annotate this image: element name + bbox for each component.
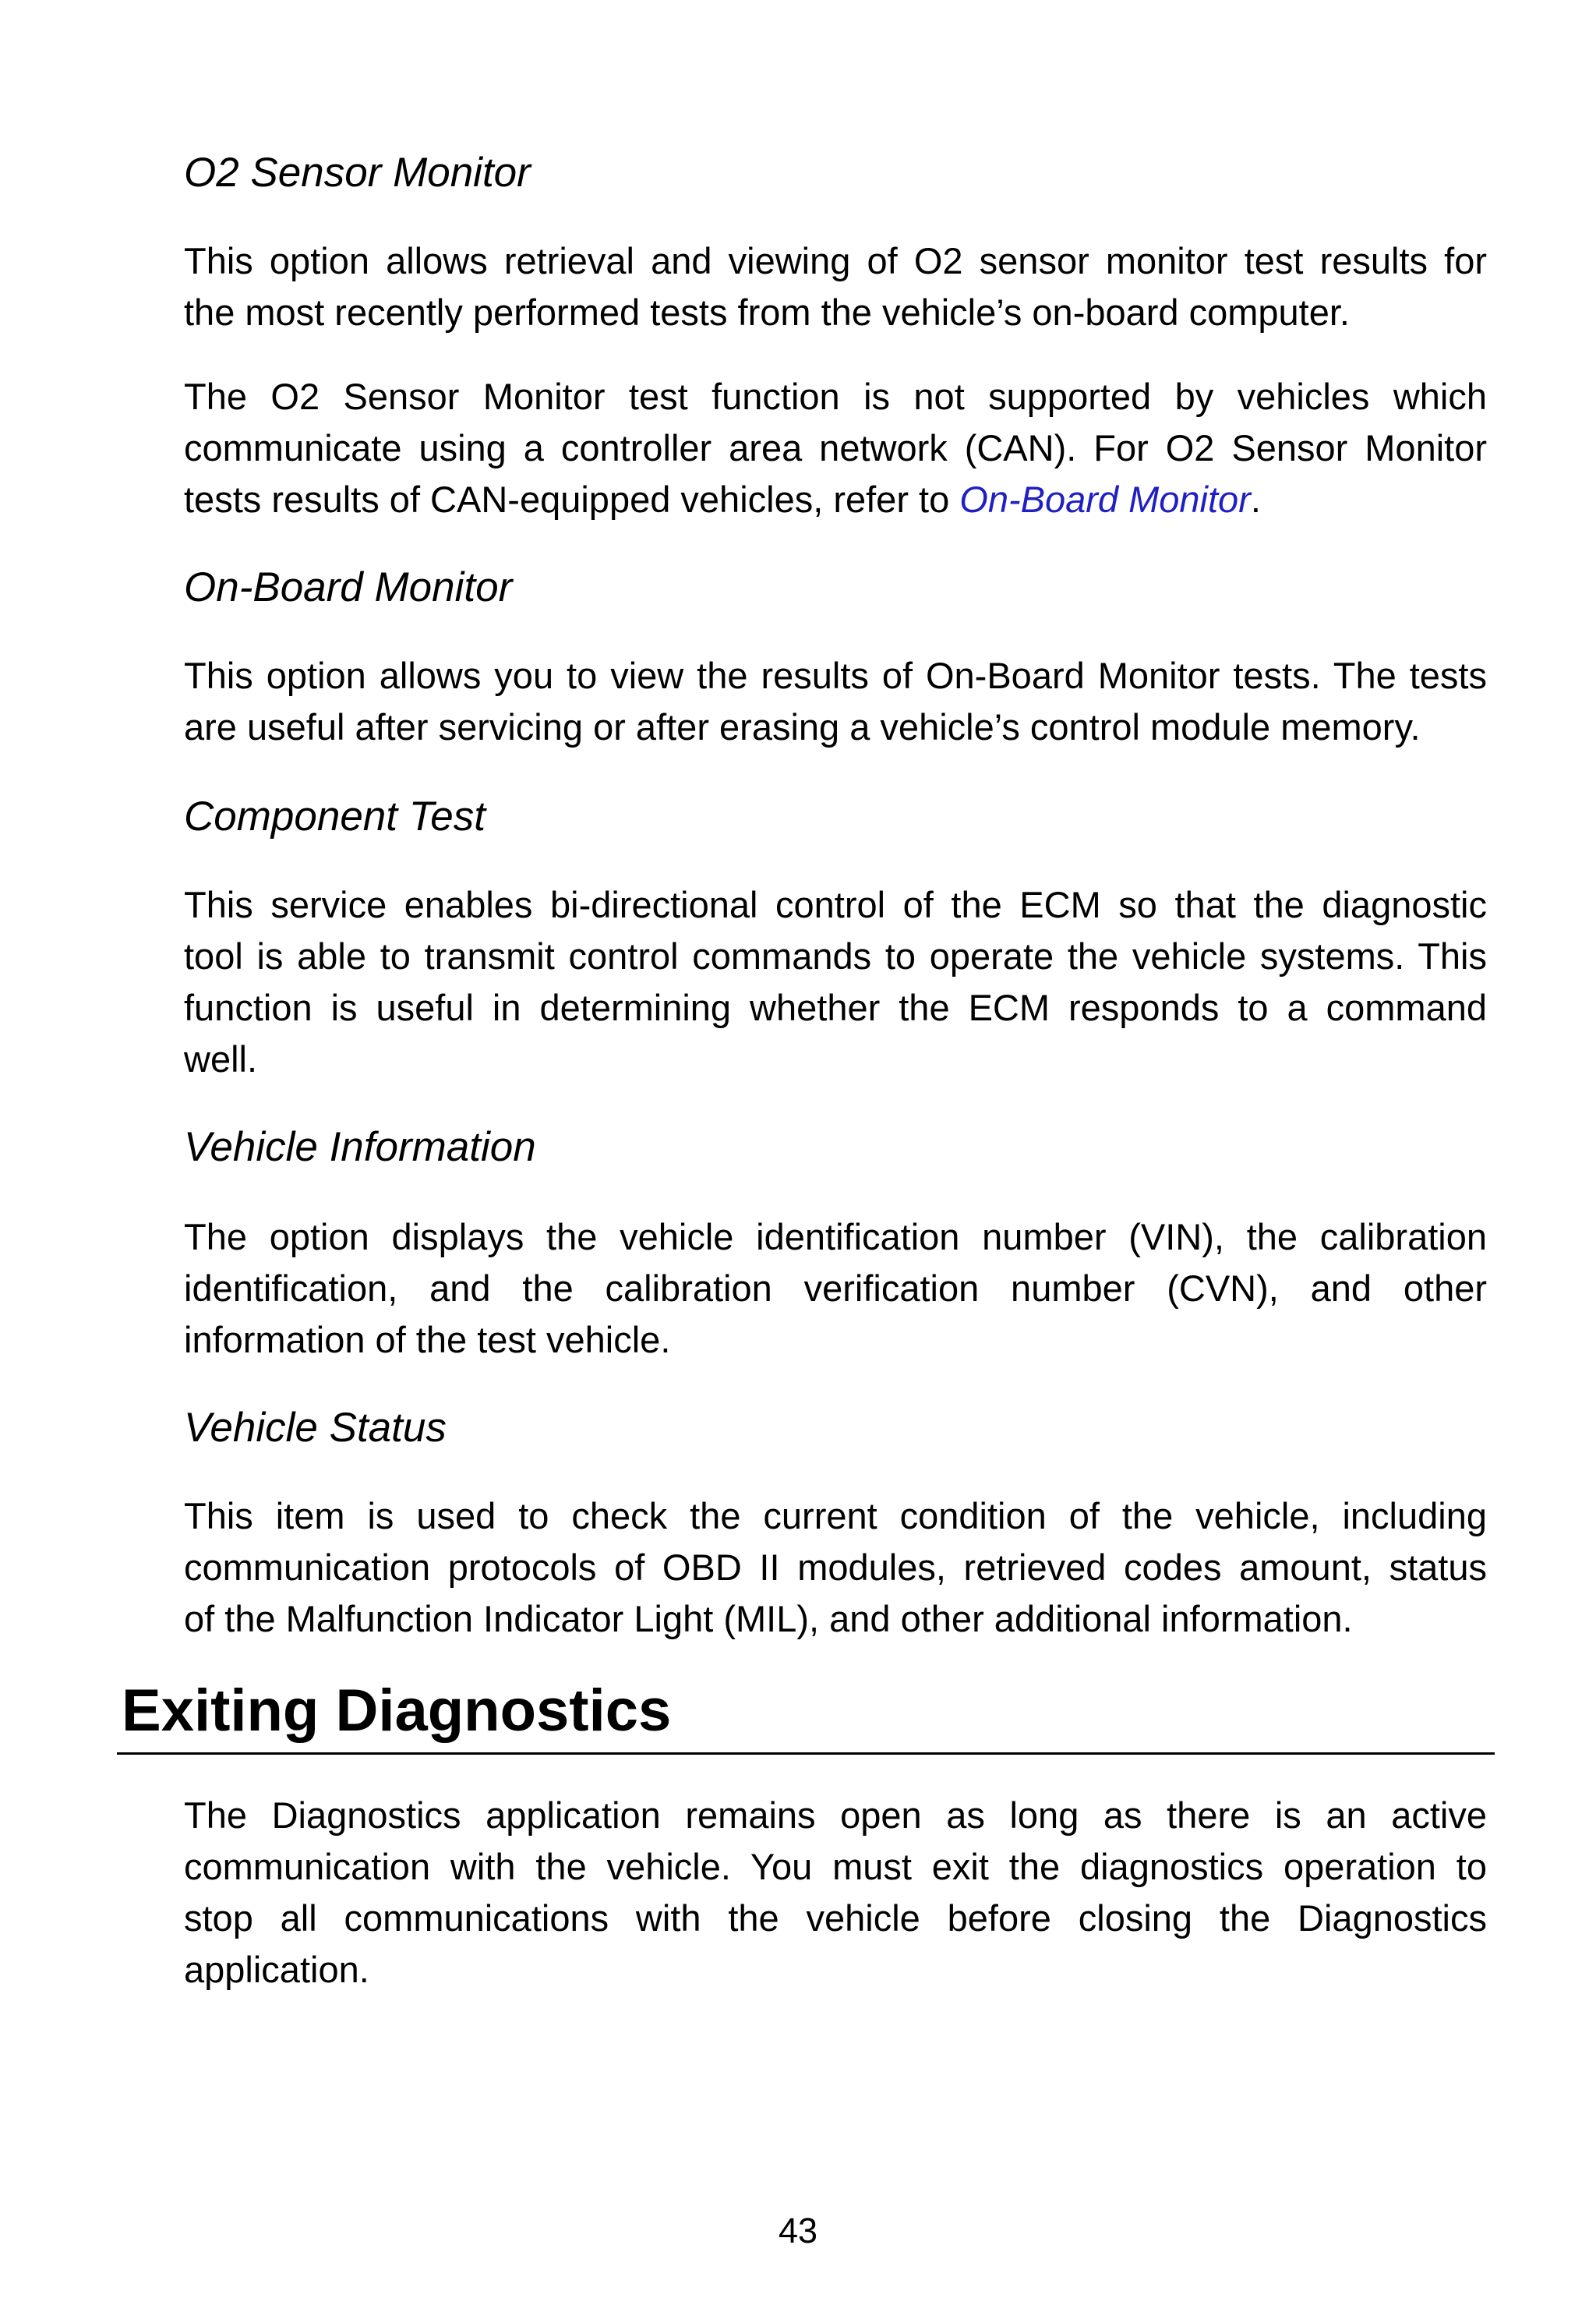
text-line: stop all communications with the vehicle before closing the Diagnostics	[184, 1897, 1487, 1939]
heading-exiting-diagnostics: Exiting Diagnostics	[122, 1678, 672, 1744]
text-line: This option allows you to view the results of On-Board Monitor tests. The tests	[184, 655, 1487, 696]
text-line: application.	[184, 1949, 369, 1990]
paragraph-vehicle-information	[184, 1211, 1487, 1366]
paragraph-o2-sensor-intro	[184, 235, 1487, 338]
heading-vehicle-status: Vehicle Status	[184, 1405, 447, 1451]
paragraph-component-test	[184, 879, 1487, 1085]
text-fragment: .	[1250, 479, 1261, 520]
text-line: This option allows retrieval and viewing of O2 sensor monitor test results for	[184, 240, 1487, 281]
text-line: communication with the vehicle. You must exit the diagnostics operation to	[184, 1846, 1487, 1887]
paragraph-o2-sensor-can	[184, 371, 1487, 525]
text-line: The O2 Sensor Monitor test function is not supported by vehicles which	[184, 376, 1487, 417]
text-line: information of the test vehicle.	[184, 1319, 671, 1360]
text-line: of the Malfunction Indicator Light (MIL), and other additional information.	[184, 1598, 1353, 1639]
heading-component-test: Component Test	[184, 794, 486, 840]
text-fragment: tests results of CAN-equipped vehicles, refer to	[184, 479, 960, 520]
text-line: The Diagnostics application remains open as long as there is an active	[184, 1794, 1487, 1836]
heading-vehicle-information: Vehicle Information	[184, 1124, 536, 1170]
heading-on-board-monitor: On-Board Monitor	[184, 564, 513, 610]
paragraph-vehicle-status	[184, 1490, 1487, 1645]
heading-o2-sensor-monitor: O2 Sensor Monitor	[184, 150, 531, 196]
text-line: This service enables bi-directional control of the ECM so that the diagnostic	[184, 884, 1487, 925]
text-line: tool is able to transmit control commands to operate the vehicle systems. This	[184, 935, 1487, 977]
text-line: communication protocols of OBD II modules, retrieved codes amount, status	[184, 1547, 1487, 1588]
page-number: 43	[778, 2211, 818, 2250]
text-line-with-link	[184, 474, 1487, 525]
on-board-monitor-link[interactable]: On-Board Monitor	[959, 479, 1251, 520]
text-line: The option displays the vehicle identification number (VIN), the calibration	[184, 1216, 1487, 1257]
section-divider	[117, 1752, 1495, 1755]
text-line: This item is used to check the current condition of the vehicle, including	[184, 1495, 1487, 1536]
text-line: the most recently performed tests from the vehicle’s on-board computer.	[184, 292, 1350, 333]
text-line: identification, and the calibration verification number (CVN), and other	[184, 1267, 1487, 1309]
text-line: well.	[184, 1038, 258, 1080]
paragraph-on-board-monitor	[184, 650, 1487, 753]
text-line: communicate using a controller area network (CAN). For O2 Sensor Monitor	[184, 427, 1487, 468]
paragraph-exiting-diagnostics	[184, 1790, 1487, 1996]
text-line: are useful after servicing or after erasing a vehicle’s control module memory.	[184, 706, 1421, 748]
text-line: function is useful in determining whether the ECM responds to a command	[184, 987, 1487, 1028]
